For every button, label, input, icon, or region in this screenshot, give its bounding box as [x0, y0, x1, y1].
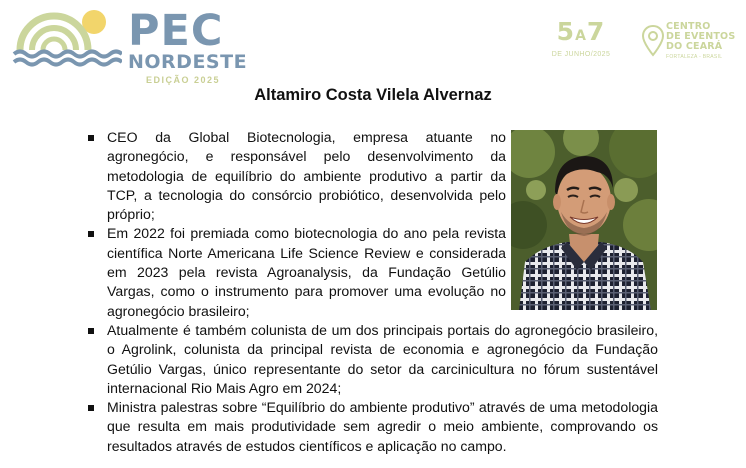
speaker-name: Altamiro Costa Vilela Alvernaz	[254, 86, 492, 104]
bio-item: Em 2022 foi premiada como biotecnologia do ano pela revista científica Norte Americana Life Science Review e considerada em 2023 pela revista Agroanalysis, da Fundação Getúlio Vargas, como o instrumento para promover uma evolução no agronegócio brasileiro;	[86, 224, 506, 320]
bio-item: Atualmente é também colunista de um dos principais portais do agronegócio brasileiro, o Agrolink, colunista da principal revista de economia e agronegócio da Fundação Getúlio Vargas, único representante do setor da carcinicultura no fórum sustentável internacional Rio Mais Agro em 2024;	[86, 321, 658, 398]
venue-name: CENTRO DE EVENTOS DO CEARÁ	[666, 21, 736, 52]
venue-logo	[642, 22, 742, 66]
bio-item: CEO da Global Biotecnologia, empresa atuante no agronegócio, e responsável pelo desenvolvimento da metodologia de equilíbrio do ambiente produtivo a partir da TCP, a tecnologia do consórcio probiótico, desenvolvida pelo próprio;	[86, 128, 506, 224]
speaker-photo	[511, 130, 657, 310]
date-start: 5	[556, 17, 576, 46]
pec-nordeste-logo	[12, 6, 248, 86]
edition-label: EDIÇÃO 2025	[146, 75, 221, 85]
event-region: NORDESTE	[128, 51, 248, 73]
sun-waves-icon	[12, 6, 122, 76]
date-end: 7	[586, 17, 606, 46]
venue-city: FORTALEZA - BRASIL	[666, 54, 723, 60]
bio-item: Ministra palestras sobre “Equilíbrio do ambiente produtivo” através de uma metodologia que resulta em mais produtividade sem agredir o meio ambiente, comprovando os resultados através de estudos científicos e aplicação no campo.	[86, 398, 658, 456]
event-date	[546, 18, 616, 68]
date-month: DE JUNHO/2025	[551, 51, 611, 58]
event-name: PEC	[128, 6, 224, 56]
date-connector: A	[575, 28, 587, 44]
date-range	[546, 18, 616, 50]
location-pin-icon	[642, 25, 664, 57]
